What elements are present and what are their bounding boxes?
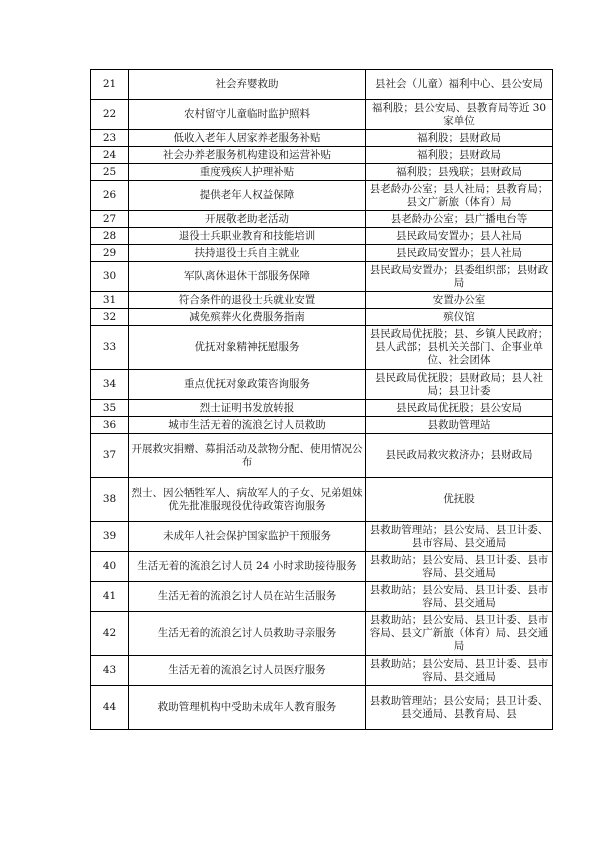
service-item: 扶持退役士兵自主就业 xyxy=(129,245,366,262)
responsible-unit: 县民政局安置办；县委组织部；县财政局 xyxy=(366,262,553,292)
row-number: 32 xyxy=(91,309,129,326)
row-number: 22 xyxy=(91,100,129,130)
responsible-unit: 县民政局优抚股；县、乡镇人民政府；县人武部；县机关关部门、企事业单位、社会团体 xyxy=(366,326,553,370)
table-row xyxy=(91,582,553,612)
responsible-unit: 县救助站；县公安局、县卫计委、县市容局、县交通局 xyxy=(366,552,553,582)
row-number: 21 xyxy=(91,70,129,100)
service-item: 农村留守儿童临时监护照料 xyxy=(129,100,366,130)
row-number: 23 xyxy=(91,130,129,147)
service-item: 优抚对象精神抚慰服务 xyxy=(129,326,366,370)
responsible-unit: 县民政局优抚股；县公安局 xyxy=(366,400,553,417)
table-row xyxy=(91,552,553,582)
table-row xyxy=(91,228,553,245)
responsible-unit: 县救助站；县公安局、县卫计委、县市容局、县交通局 xyxy=(366,582,553,612)
table-row xyxy=(91,400,553,417)
responsible-unit: 县民政局救灾救济办；县财政局 xyxy=(366,434,553,478)
row-number: 42 xyxy=(91,612,129,656)
table-row xyxy=(91,262,553,292)
table-row xyxy=(91,612,553,656)
service-item: 减免殡葬火化费服务指南 xyxy=(129,309,366,326)
table-row xyxy=(91,100,553,130)
row-number: 36 xyxy=(91,417,129,434)
responsible-unit: 县社会（儿童）福利中心、县公安局 xyxy=(366,70,553,100)
service-table xyxy=(90,69,553,730)
service-item: 救助管理机构中受助未成年人教育服务 xyxy=(129,686,366,730)
service-item: 生活无着的流浪乞讨人员医疗服务 xyxy=(129,656,366,686)
table-row xyxy=(91,181,553,211)
table-row xyxy=(91,164,553,181)
service-item: 重度残疾人护理补贴 xyxy=(129,164,366,181)
responsible-unit: 县民政局安置办；县人社局 xyxy=(366,228,553,245)
service-item: 退役士兵职业教育和技能培训 xyxy=(129,228,366,245)
responsible-unit: 县救助管理站；县公安局、县卫计委、县市容局、县交通局 xyxy=(366,522,553,552)
responsible-unit: 县救助站；县公安局、县卫计委、县市容局、县文广新旅（体育）局、县交通局 xyxy=(366,612,553,656)
table-row xyxy=(91,245,553,262)
row-number: 37 xyxy=(91,434,129,478)
service-item: 重点优抚对象政策咨询服务 xyxy=(129,370,366,400)
row-number: 34 xyxy=(91,370,129,400)
row-number: 38 xyxy=(91,478,129,522)
table-row xyxy=(91,70,553,100)
service-item: 开展敬老助老活动 xyxy=(129,211,366,228)
table-row xyxy=(91,656,553,686)
row-number: 26 xyxy=(91,181,129,211)
row-number: 33 xyxy=(91,326,129,370)
row-number: 30 xyxy=(91,262,129,292)
service-item: 开展救灾捐赠、募捐活动及款物分配、使用情况公布 xyxy=(129,434,366,478)
table-row xyxy=(91,147,553,164)
service-item: 生活无着的流浪乞讨人员救助寻亲服务 xyxy=(129,612,366,656)
row-number: 29 xyxy=(91,245,129,262)
service-item: 军队离休退休干部服务保障 xyxy=(129,262,366,292)
responsible-unit: 福利股；县公安局、县教育局等近 30 家单位 xyxy=(366,100,553,130)
service-item: 烈士、因公牺牲军人、病故军人的子女、兄弟姐妹优先批准服现役优待政策咨询服务 xyxy=(129,478,366,522)
row-number: 40 xyxy=(91,552,129,582)
table-row xyxy=(91,686,553,730)
responsible-unit: 县民政局安置办；县人社局 xyxy=(366,245,553,262)
service-table-body xyxy=(91,70,553,730)
service-item: 社会弃婴救助 xyxy=(129,70,366,100)
row-number: 27 xyxy=(91,211,129,228)
responsible-unit: 福利股；县残联；县财政局 xyxy=(366,164,553,181)
responsible-unit: 县老龄办公室；县广播电台等 xyxy=(366,211,553,228)
table-row xyxy=(91,434,553,478)
table-row xyxy=(91,370,553,400)
row-number: 31 xyxy=(91,292,129,309)
table-row xyxy=(91,417,553,434)
row-number: 44 xyxy=(91,686,129,730)
service-item: 低收入老年人居家养老服务补贴 xyxy=(129,130,366,147)
responsible-unit: 福利股；县财政局 xyxy=(366,147,553,164)
responsible-unit: 福利股；县财政局 xyxy=(366,130,553,147)
row-number: 41 xyxy=(91,582,129,612)
responsible-unit: 县老龄办公室；县人社局；县教育局；县文广新旅（体育）局 xyxy=(366,181,553,211)
row-number: 39 xyxy=(91,522,129,552)
service-item: 提供老年人权益保障 xyxy=(129,181,366,211)
table-row xyxy=(91,130,553,147)
service-item: 符合条件的退役士兵就业安置 xyxy=(129,292,366,309)
table-row xyxy=(91,211,553,228)
row-number: 35 xyxy=(91,400,129,417)
row-number: 25 xyxy=(91,164,129,181)
table-row xyxy=(91,522,553,552)
responsible-unit: 县救助站；县公安局、县卫计委、县市容局、县交通局 xyxy=(366,656,553,686)
responsible-unit: 县救助管理站；县公安局；县卫计委、县交通局、县教育局、县 xyxy=(366,686,553,730)
responsible-unit: 优抚股 xyxy=(366,478,553,522)
service-item: 城市生活无着的流浪乞讨人员救助 xyxy=(129,417,366,434)
service-item: 未成年人社会保护国家监护干预服务 xyxy=(129,522,366,552)
row-number: 28 xyxy=(91,228,129,245)
table-row xyxy=(91,326,553,370)
service-item: 生活无着的流浪乞讨人员 24 小时求助接待服务 xyxy=(129,552,366,582)
responsible-unit: 县民政局优抚股；县财政局；县人社局；县卫计委 xyxy=(366,370,553,400)
service-item: 社会办养老服务机构建设和运营补贴 xyxy=(129,147,366,164)
table-row xyxy=(91,292,553,309)
row-number: 24 xyxy=(91,147,129,164)
service-item: 生活无着的流浪乞讨人员在站生活服务 xyxy=(129,582,366,612)
responsible-unit: 殡仪馆 xyxy=(366,309,553,326)
row-number: 43 xyxy=(91,656,129,686)
responsible-unit: 县救助管理站 xyxy=(366,417,553,434)
table-row xyxy=(91,478,553,522)
service-item: 烈士证明书发放转报 xyxy=(129,400,366,417)
responsible-unit: 安置办公室 xyxy=(366,292,553,309)
table-row xyxy=(91,309,553,326)
